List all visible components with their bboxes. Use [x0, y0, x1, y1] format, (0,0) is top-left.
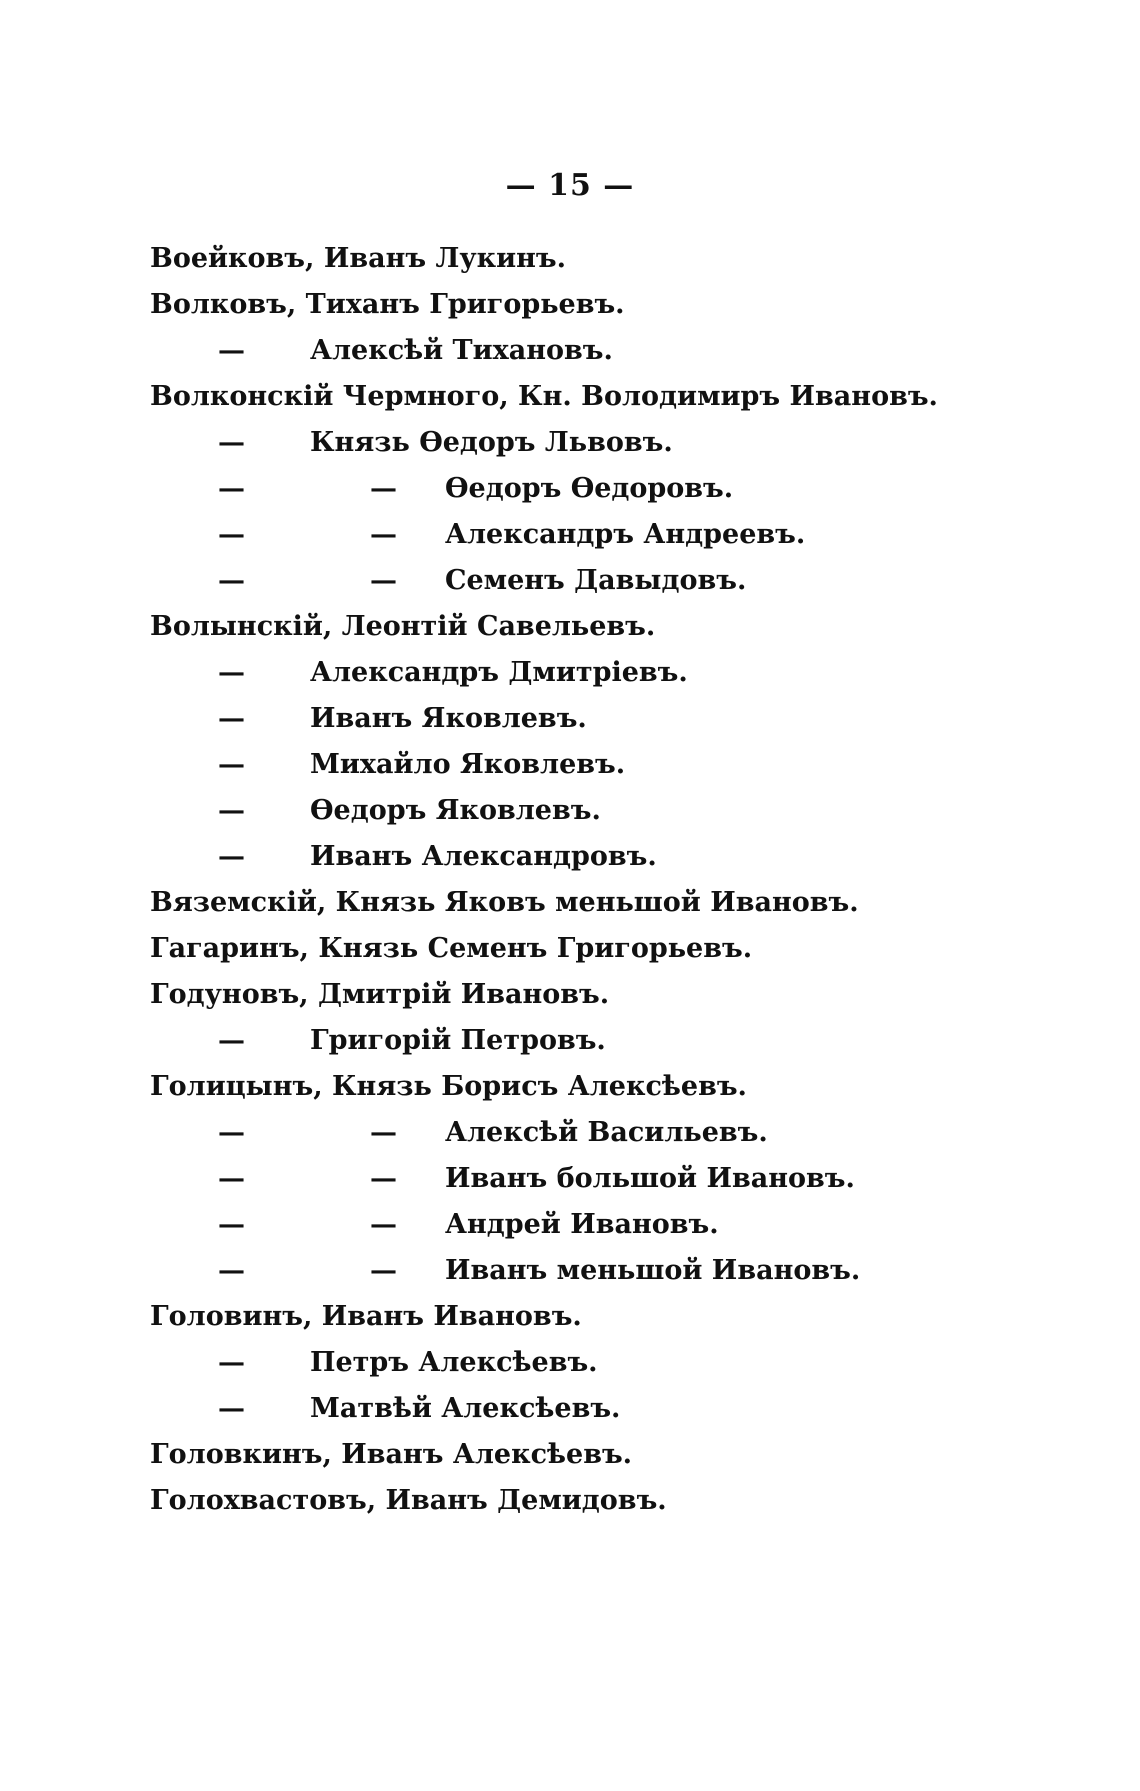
list-entry	[0, 1156, 1140, 1202]
entry-subname: Алексѣй Васильевъ.	[445, 1117, 768, 1148]
entry-name: Головинъ, Иванъ Ивановъ.	[150, 1301, 582, 1332]
list-entry	[0, 374, 1140, 420]
list-entry	[0, 834, 1140, 880]
ditto-dash: —	[218, 795, 245, 826]
entry-name: Волынскій, Леонтій Савельевъ.	[150, 611, 656, 642]
list-entry	[0, 926, 1140, 972]
list-entry	[0, 972, 1140, 1018]
list-entry	[0, 604, 1140, 650]
entry-subname: Ѳедоръ Ѳедоровъ.	[445, 473, 734, 504]
list-entry	[0, 1478, 1140, 1524]
list-entry	[0, 420, 1140, 466]
list-entry	[0, 1386, 1140, 1432]
entry-subname: Матвѣй Алексѣевъ.	[310, 1393, 621, 1424]
entry-name: Гагаринъ, Князь Семенъ Григорьевъ.	[150, 933, 753, 964]
ditto-dash: —	[218, 1209, 245, 1240]
list-entry	[0, 512, 1140, 558]
entry-name: Воейковъ, Иванъ Лукинъ.	[150, 243, 567, 274]
entry-name: Вяземскій, Князь Яковъ меньшой Ивановъ.	[150, 887, 859, 918]
ditto-dash: —	[218, 519, 245, 550]
list-entry	[0, 1432, 1140, 1478]
ditto-dash: —	[218, 703, 245, 734]
page-number: — 15 —	[505, 168, 635, 203]
entry-subname: Иванъ Яковлевъ.	[310, 703, 587, 734]
ditto-dash: —	[218, 749, 245, 780]
entry-subname: Иванъ большой Ивановъ.	[445, 1163, 855, 1194]
entry-name: Головкинъ, Иванъ Алексѣевъ.	[150, 1439, 633, 1470]
list-entry	[0, 1064, 1140, 1110]
entry-subname: Иванъ меньшой Ивановъ.	[445, 1255, 861, 1286]
list-entry	[0, 1340, 1140, 1386]
list-entry	[0, 1202, 1140, 1248]
list-entry	[0, 880, 1140, 926]
entry-name: Голохвастовъ, Иванъ Демидовъ.	[150, 1485, 667, 1516]
entry-subname: Иванъ Александровъ.	[310, 841, 657, 872]
ditto-dash: —	[218, 1163, 245, 1194]
name-list	[0, 236, 1140, 1524]
ditto-dash: —	[218, 335, 245, 366]
ditto-dash: —	[218, 427, 245, 458]
ditto-dash-second: —	[370, 1209, 397, 1240]
entry-subname: Григорій Петровъ.	[310, 1025, 606, 1056]
ditto-dash-second: —	[370, 565, 397, 596]
ditto-dash-second: —	[370, 1117, 397, 1148]
list-entry	[0, 282, 1140, 328]
ditto-dash-second: —	[370, 473, 397, 504]
ditto-dash: —	[218, 657, 245, 688]
entry-subname: Семенъ Давыдовъ.	[445, 565, 747, 596]
ditto-dash: —	[218, 841, 245, 872]
list-entry	[0, 328, 1140, 374]
ditto-dash: —	[218, 1117, 245, 1148]
ditto-dash: —	[218, 565, 245, 596]
ditto-dash-second: —	[370, 519, 397, 550]
entry-name: Годуновъ, Дмитрій Ивановъ.	[150, 979, 610, 1010]
ditto-dash: —	[218, 1393, 245, 1424]
ditto-dash: —	[218, 473, 245, 504]
list-entry	[0, 558, 1140, 604]
entry-name: Волковъ, Тиханъ Григорьевъ.	[150, 289, 625, 320]
entry-subname: Александръ Дмитріевъ.	[310, 657, 688, 688]
entry-subname: Князь Ѳедоръ Львовъ.	[310, 427, 673, 458]
entry-name: Голицынъ, Князь Борисъ Алексѣевъ.	[150, 1071, 747, 1102]
list-entry	[0, 1294, 1140, 1340]
ditto-dash-second: —	[370, 1255, 397, 1286]
list-entry	[0, 650, 1140, 696]
list-entry	[0, 696, 1140, 742]
list-entry	[0, 788, 1140, 834]
entry-subname: Андрей Ивановъ.	[445, 1209, 719, 1240]
entry-subname: Алексѣй Тихановъ.	[310, 335, 613, 366]
entry-subname: Петръ Алексѣевъ.	[310, 1347, 598, 1378]
entry-subname: Александръ Андреевъ.	[445, 519, 806, 550]
list-entry	[0, 1110, 1140, 1156]
ditto-dash: —	[218, 1347, 245, 1378]
ditto-dash-second: —	[370, 1163, 397, 1194]
list-entry	[0, 1248, 1140, 1294]
list-entry	[0, 236, 1140, 282]
list-entry	[0, 1018, 1140, 1064]
entry-name: Волконскій Чермного, Кн. Володимиръ Ивановъ.	[150, 381, 938, 412]
entry-subname: Михайло Яковлевъ.	[310, 749, 626, 780]
list-entry	[0, 466, 1140, 512]
entry-subname: Ѳедоръ Яковлевъ.	[310, 795, 601, 826]
ditto-dash: —	[218, 1025, 245, 1056]
list-entry	[0, 742, 1140, 788]
ditto-dash: —	[218, 1255, 245, 1286]
